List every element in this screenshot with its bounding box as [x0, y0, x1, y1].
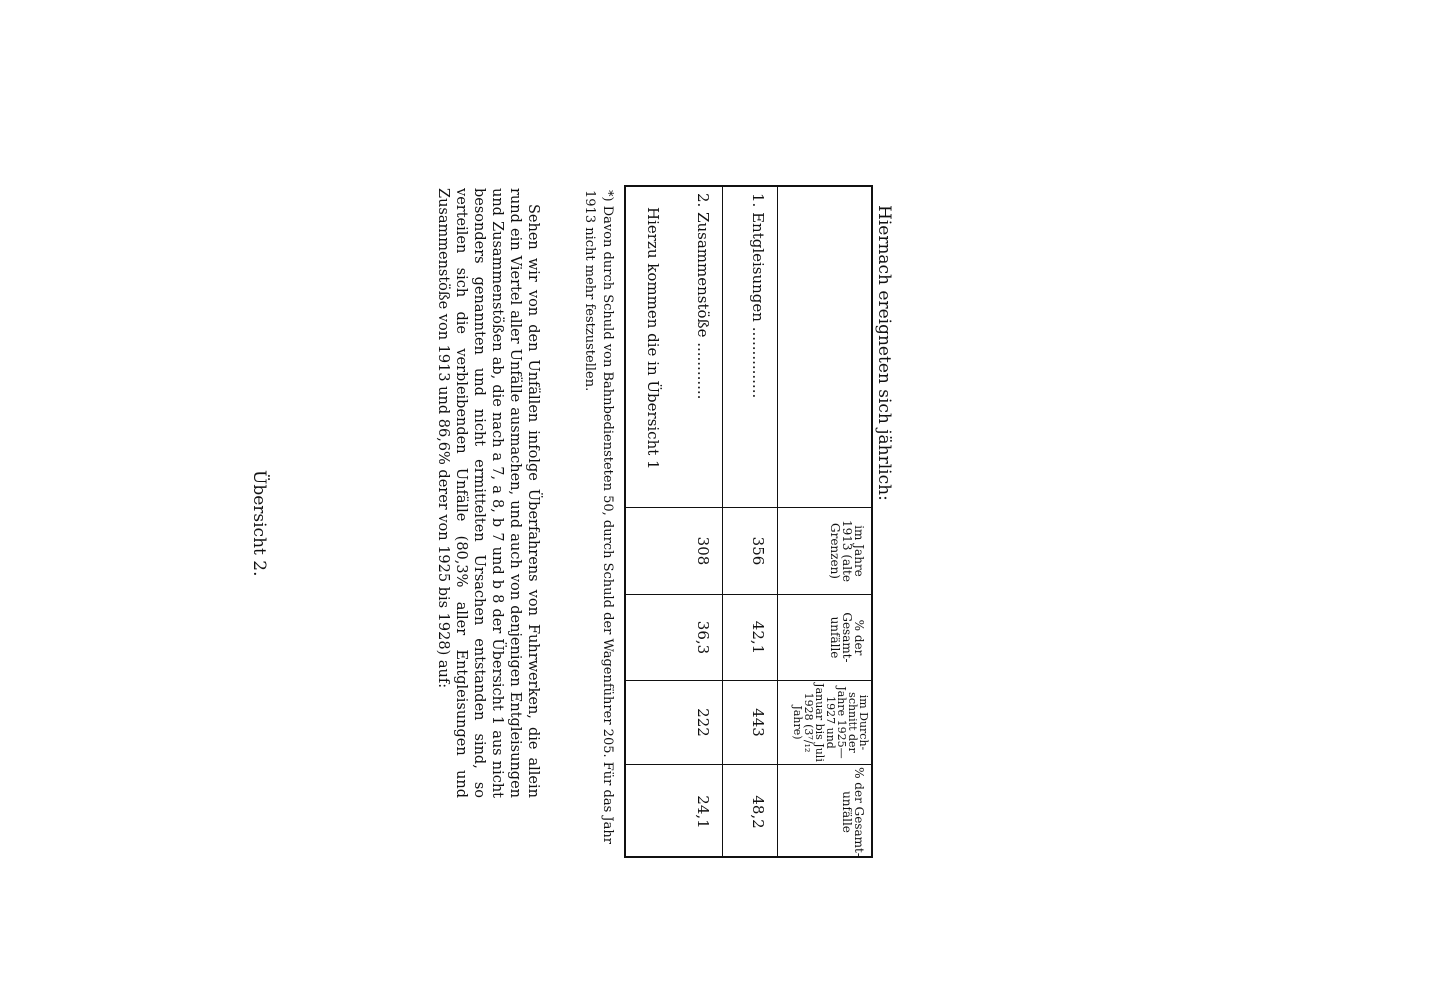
cell: 36,3	[694, 620, 712, 655]
header-average: im Durch-schnitt der Jahre 1925—1927 und Januar bis Juli 1928 (3⁷/₁₂ Jahre)	[791, 683, 870, 762]
row3-line1: Hierzu kommen die in Übersicht 1	[644, 207, 662, 470]
header-percent-1: % der Gesamt-unfälle	[828, 612, 866, 663]
cell: 222	[694, 708, 712, 737]
table-divider	[626, 764, 871, 765]
table-row-rule	[722, 187, 723, 856]
header-1913: im Jahre 1913 (alte Grenzen)	[828, 520, 866, 582]
table-total-rule	[624, 507, 625, 856]
row-label-zusammenstoesse: 2. Zusammenstöße ............	[694, 193, 712, 400]
header-percent-2: % der Gesamt-unfälle	[840, 767, 866, 857]
uebersicht-title: Übersicht 2.	[249, 470, 269, 577]
cell: 443	[749, 708, 767, 737]
cell: 48,2	[749, 795, 767, 829]
cell: 308	[694, 536, 712, 566]
cell: 42,1	[749, 620, 767, 655]
table-divider	[626, 594, 871, 595]
table-divider	[626, 680, 871, 681]
row-label-entgleisungen: 1. Entgleisungen ...............	[749, 193, 767, 399]
cell: 356	[749, 536, 767, 566]
footnote: *) Davon durch Schuld von Bahnbediensteten 50, durch Schuld der Wagenführer 205. Für das Jahr 1913 nicht mehr festzustellen.	[582, 190, 615, 844]
paragraph-1: Sehen wir von den Unfällen infolge Überfahrens von Fuhrwerken, die allein rund ein Viertel aller Unfälle ausmachen, und auch von denjenigen Entgleisungen und Zusammenstößen ab, die nach a 7, a 8, b 7 und b 8 der Übersicht 1 aus nicht besonders genannten und nicht ermittelten Ursachen entstanden sind, so verteilen sich die verbleibenden Unfälle (80,3% aller Entgleisungen und Zusammenstöße von 1913 und 86,6% derer von 1925 bis 1928) auf:	[435, 188, 541, 798]
table-header-rule	[777, 187, 778, 856]
cell: 24,1	[694, 795, 712, 829]
intro-heading: Hiernach ereigneten sich jährlich:	[874, 205, 894, 501]
table-divider	[626, 507, 871, 508]
accident-table	[624, 185, 873, 858]
